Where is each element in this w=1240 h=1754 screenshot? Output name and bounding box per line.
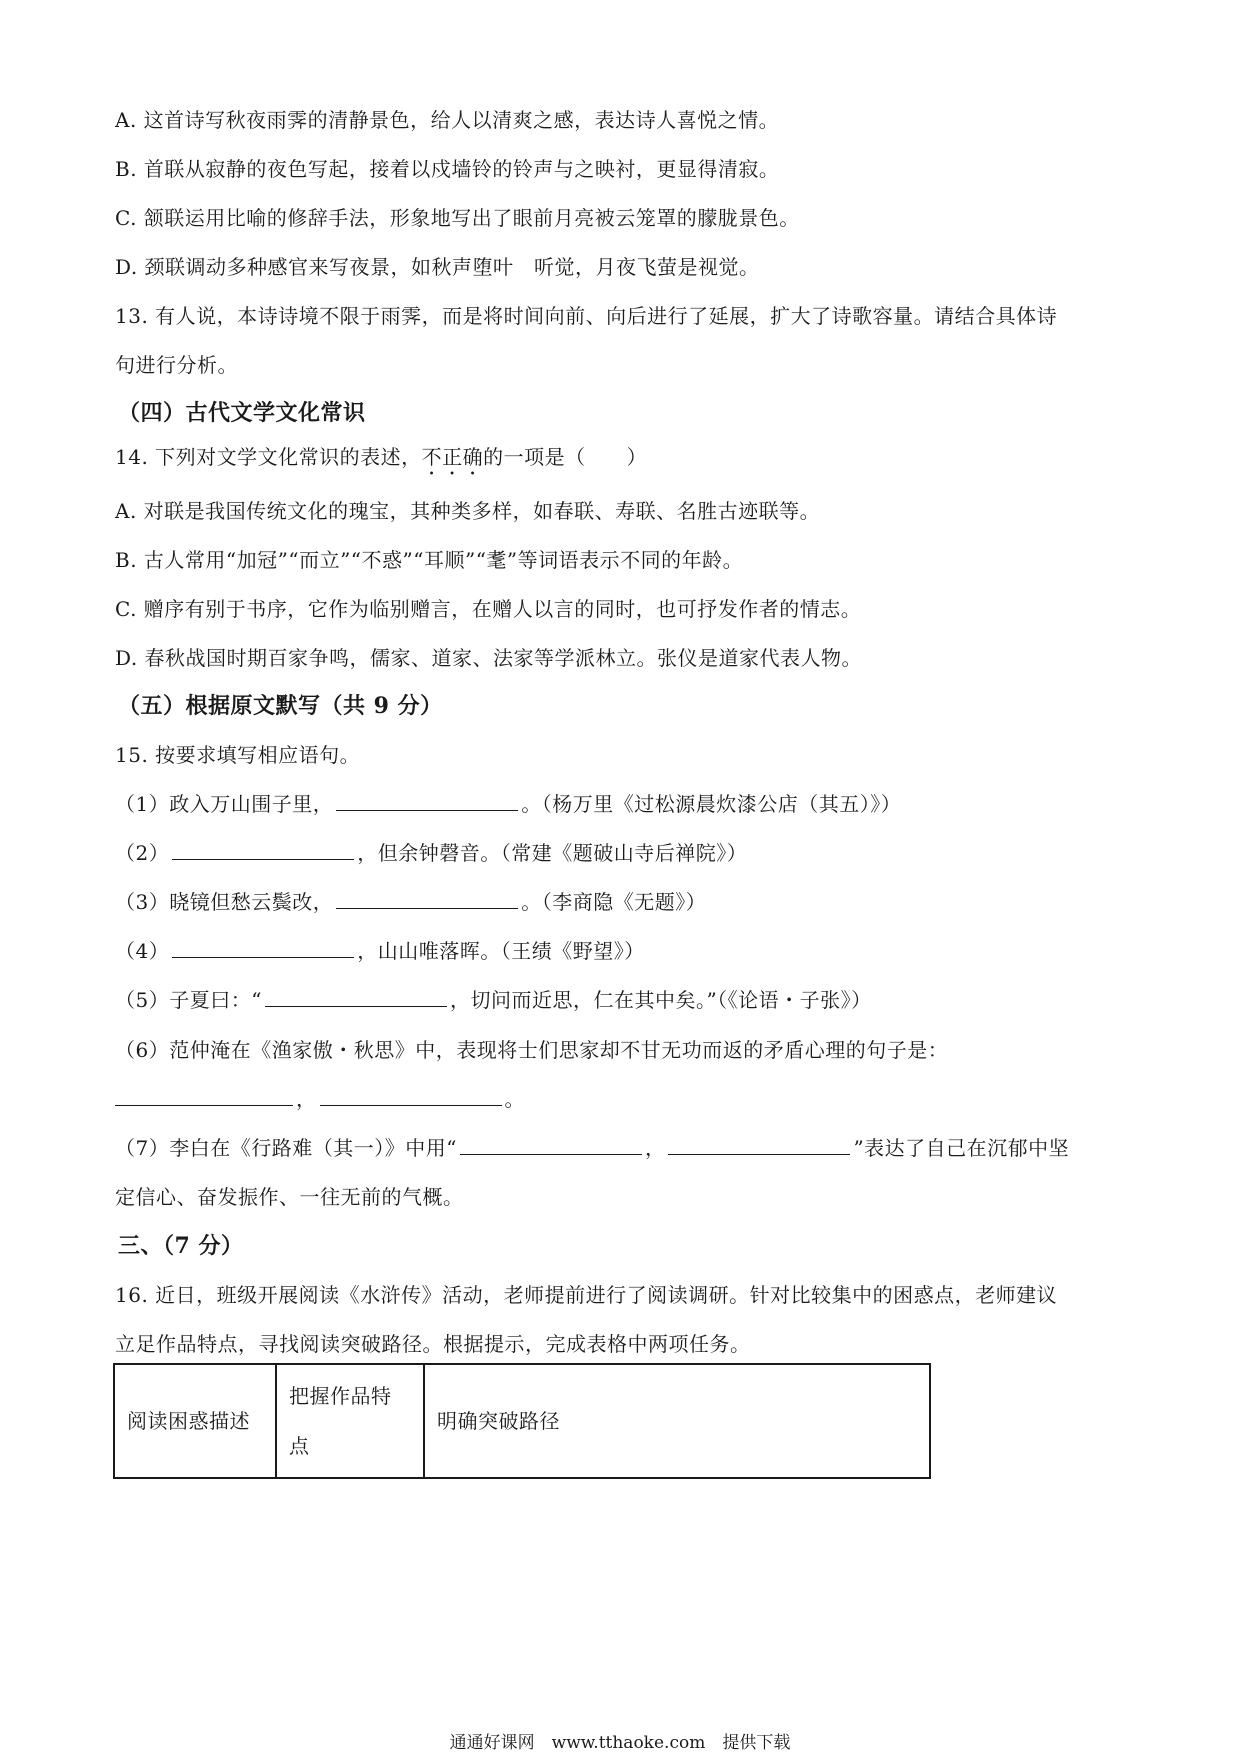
- q12-option-c: C. 颔联运用比喻的修辞手法，形象地写出了眼前月亮被云笼罩的朦胧景色。: [115, 206, 800, 230]
- q15-item-6-separator: ，: [296, 1087, 317, 1111]
- reading-task-table: [113, 1363, 931, 1479]
- q15-item-3-post: 。（李商隐《无题》）: [521, 890, 707, 914]
- q15-item-7-mid: ，: [644, 1136, 666, 1160]
- q15-item-4-pre: （4）: [115, 939, 170, 963]
- q14-stem-post: 的一项是（ ）: [483, 445, 648, 469]
- table-header-cell: 明确突破路径: [424, 1364, 930, 1478]
- q12-option-a: A. 这首诗写秋夜雨霁的清静景色，给人以清爽之感，表达诗人喜悦之情。: [115, 108, 780, 132]
- q16-line-1: 16. 近日，班级开展阅读《水浒传》活动，老师提前进行了阅读调研。针对比较集中的困惑点，老师建议: [115, 1283, 1058, 1307]
- q15-item-6-end: 。: [504, 1087, 525, 1111]
- q14-option-c: C. 赠序有别于书序，它作为临别赠言，在赠人以言的同时，也可抒发作者的情志。: [115, 597, 862, 621]
- answer-blank[interactable]: [320, 1085, 502, 1106]
- q14-stem-emphasis: 不正确: [421, 445, 484, 469]
- q15-item-6-line-1: （6）范仲淹在《渔家傲・秋思》中，表现将士们思家却不甘无功而返的矛盾心理的句子是：: [115, 1038, 949, 1062]
- q14-option-d: D. 春秋战国时期百家争鸣，儒家、道家、法家等学派林立。张仪是道家代表人物。: [115, 646, 863, 670]
- q15-item-7-post: ”表达了自己在沉郁中坚: [853, 1136, 1070, 1160]
- q15-item-1-post: 。（杨万里《过松源晨炊漆公店（其五）》）: [521, 792, 902, 816]
- q14-option-a: A. 对联是我国传统文化的瑰宝，其种类多样，如春联、寿联、名胜古迹联等。: [115, 499, 821, 523]
- section-4-heading: （四）古代文学文化常识: [118, 400, 366, 426]
- answer-blank[interactable]: [460, 1134, 642, 1155]
- q14-stem: [115, 443, 647, 480]
- q15-item-7-line-2: 定信心、奋发振作、一往无前的气概。: [115, 1185, 464, 1209]
- answer-blank[interactable]: [265, 986, 447, 1007]
- q15-item-7-pre: （7）李白在《行路难（其一）》中用“: [115, 1136, 457, 1160]
- q12-option-d: D. 颈联调动多种感官来写夜景，如秋声堕叶 听觉，月夜飞萤是视觉。: [115, 255, 760, 279]
- answer-blank[interactable]: [115, 1085, 293, 1106]
- q15-item-5-pre: （5）子夏曰：“: [115, 988, 262, 1012]
- q13-line-1: 13. 有人说，本诗诗境不限于雨霁，而是将时间向前、向后进行了延展，扩大了诗歌容量。请结合具体诗: [115, 304, 1058, 328]
- q12-option-b: B. 首联从寂静的夜色写起，接着以戍墙铃的铃声与之映衬，更显得清寂。: [115, 157, 780, 181]
- q15-item-2-post: ，但余钟磬音。（常建《题破山寺后禅院》）: [357, 841, 748, 865]
- q15-stem: 15. 按要求填写相应语句。: [115, 743, 361, 767]
- q13-line-2: 句进行分析。: [115, 353, 238, 377]
- answer-blank[interactable]: [172, 937, 354, 958]
- section-5-heading: （五）根据原文默写（共 9 分）: [118, 693, 443, 719]
- q15-item-1-pre: （1）政入万山围子里，: [115, 792, 334, 816]
- answer-blank[interactable]: [668, 1134, 850, 1155]
- q14-option-b: B. 古人常用“加冠”“而立”“不惑”“耳顺”“耄”等词语表示不同的年龄。: [115, 548, 744, 572]
- q15-item-2-pre: （2）: [115, 841, 170, 865]
- q15-item-3-pre: （3）晓镜但愁云鬓改，: [115, 890, 334, 914]
- table-row: [114, 1364, 930, 1478]
- q14-stem-pre: 14. 下列对文学文化常识的表述，: [115, 445, 422, 469]
- answer-blank[interactable]: [336, 888, 518, 909]
- table-header-cell: 把握作品特点: [276, 1364, 424, 1478]
- q15-item-7-line-1: [115, 1134, 1069, 1162]
- q16-line-2: 立足作品特点，寻找阅读突破路径。根据提示，完成表格中两项任务。: [115, 1332, 751, 1356]
- table-header-cell: 阅读困惑描述: [114, 1364, 276, 1478]
- answer-blank[interactable]: [336, 790, 518, 811]
- q15-item-1: [115, 790, 901, 818]
- q15-item-5-post: ，切问而近思，仁在其中矣。”（《论语・子张》）: [449, 988, 872, 1012]
- answer-blank[interactable]: [172, 839, 354, 860]
- q15-item-6-line-2: [115, 1085, 525, 1113]
- q15-item-5: [115, 986, 872, 1014]
- q15-item-3: [115, 888, 706, 916]
- q15-item-4-post: ，山山唯落晖。（王绩《野望》）: [357, 939, 645, 963]
- q15-item-2: [115, 839, 747, 867]
- section-3-heading: 三、（7 分）: [118, 1233, 244, 1259]
- page-footer: 通通好课网 www.tthaoke.com 提供下载: [449, 1733, 791, 1753]
- q15-item-4: [115, 937, 645, 965]
